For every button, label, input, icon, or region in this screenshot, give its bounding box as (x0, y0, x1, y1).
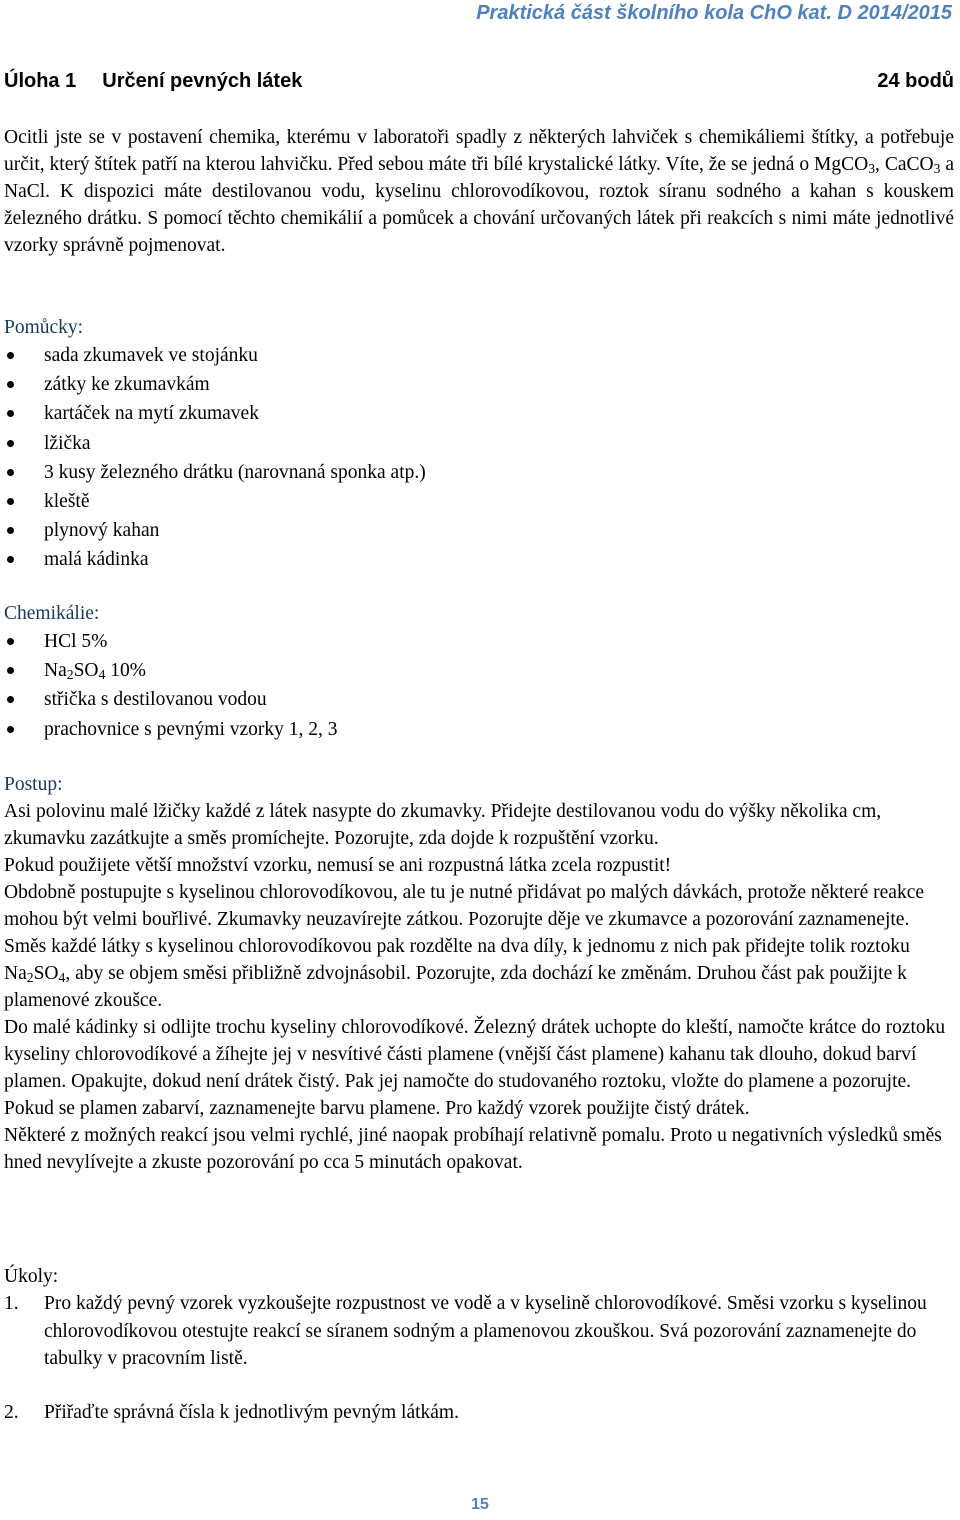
list-item: plynový kahan (4, 516, 954, 545)
formula-subscript: 4 (98, 667, 106, 683)
task-item (4, 1399, 954, 1427)
task-item (4, 1290, 954, 1373)
intro-text-3: a NaCl. K dispozici máte destilovanou vodu, kyselinu chlorovodíkovou, roztok síranu sodného a kahan s kouskem železného drátku. S pomocí těchto chemikálií a pomůcek a chování určovaných látek při reakcích s nimi máte jednotlivé vzorky správně pojmenovat. (4, 154, 955, 256)
page-number: 15 (471, 1496, 489, 1513)
ukoly-heading: Úkoly: (4, 1266, 59, 1287)
list-item: střička s destilovanou vodou (4, 685, 954, 714)
list-item: zátky ke zkumavkám (4, 370, 954, 399)
list-item: malá kádinka (4, 545, 954, 574)
list-item: prachovnice s pevnými vzorky 1, 2, 3 (4, 715, 954, 744)
list-item: 3 kusy železného drátku (narovnaná sponka atp.) (4, 458, 954, 487)
postup-paragraph (4, 933, 954, 1014)
pomucky-heading: Pomůcky: (4, 317, 84, 338)
intro-paragraph (4, 124, 954, 259)
list-item: HCl 5% (4, 627, 954, 656)
postup-heading: Postup: (4, 774, 63, 795)
intro-text-1: Ocitli jste se v postavení chemika, kterému v laboratoři spadly z některých lahviček s chemikáliemi štítky, a potřebuje určit, který štítek patří na kterou lahvičku. Před sebou máte tři bílé krystalické látky. Víte, že se jedná o MgCO (4, 127, 954, 175)
task-item-text: Přiřaďte správná čísla k jednotlivým pevným látkám. (44, 1401, 459, 1423)
intro-subscript-1: 3 (868, 161, 876, 176)
page-header-title: Praktická část školního kola ChO kat. D 2014/2015 (476, 2, 952, 24)
intro-text-2: , CaCO (875, 154, 934, 175)
postup-text: , aby se objem směsi přibližně zdvojnásobil. Pozorujte, zda dochází ke změnám. Druhou část pak použijte k plamenové zkoušce. (4, 963, 907, 1011)
postup-text: Směs každé látky s kyselinou chlorovodíkovou pak rozdělte na dva díly, k jednomu z nich pak přidejte tolik roztoku Na (4, 936, 910, 984)
formula-part: Na (44, 660, 67, 682)
postup-paragraph: Do malé kádinky si odlijte trochu kyseliny chlorovodíkové. Železný drátek uchopte do kleští, namočte krátce do roztoku kyseliny chlorovodíkové a žíhejte jej v nesvítivé části plamene (vnější část plamene) kahanu tak dlouho, dokud barví plamen. Opakujte, dokud není drátek čistý. Pak jej namočte do studovaného roztoku, vložte do plamene a pozorujte. Pokud se plamen zabarví, zaznamenejte barvu plamene. Pro každý vzorek použijte čistý drátek. (4, 1017, 946, 1119)
formula-subscript: 2 (26, 970, 34, 985)
formula-part: 10% (105, 660, 146, 682)
chemikalie-heading: Chemikálie: (4, 603, 100, 624)
task-item-number: 1. (4, 1293, 19, 1314)
task-name: Určení pevných látek (102, 70, 303, 92)
task-heading (4, 70, 954, 93)
section-ukoly (4, 1263, 954, 1426)
task-item-number: 2. (4, 1401, 19, 1423)
section-chemikalie (4, 600, 954, 744)
formula-subscript: 4 (58, 970, 66, 985)
postup-paragraph: Pokud použijete větší množství vzorku, nemusí se ani rozpustná látka zcela rozpustit! (4, 855, 672, 876)
list-item: kartáček na mytí zkumavek (4, 399, 954, 428)
task-item-text: Pro každý pevný vzorek vyzkoušejte rozpustnost ve vodě a v kyselině chlorovodíkové. Směsi vzorku s kyselinou chlorovodíkovou otestujte reakcí se síranem sodným a plamenovou zkouškou. Svá pozorování zaznamenejte do tabulky v pracovním listě. (44, 1293, 927, 1369)
formula-subscript: 2 (66, 667, 74, 683)
task-title (4, 70, 302, 93)
formula-part: SO (73, 660, 99, 682)
ukoly-list (4, 1290, 954, 1426)
chemikalie-list (4, 627, 954, 744)
task-number: Úloha 1 (4, 70, 77, 92)
list-item: kleště (4, 487, 954, 516)
postup-paragraph: Obdobně postupujte s kyselinou chlorovodíkovou, ale tu je nutné přidávat po malých dávkách, protože některé reakce mohou být velmi bouřlivé. Zkumavky neuzavírejte zátkou. Pozorujte děje ve zkumavce a pozorování zaznamenejte. (4, 882, 925, 930)
list-item: sada zkumavek ve stojánku (4, 341, 954, 370)
pomucky-list (4, 341, 954, 575)
postup-text: SO (33, 963, 59, 984)
postup-paragraph: Některé z možných reakcí jsou velmi rychlé, jiné naopak probíhají relativně pomalu. Proto u negativních výsledků směs hned nevylívejte a zkuste pozorování po cca 5 minutách opakovat. (4, 1125, 942, 1173)
intro-subscript-2: 3 (933, 161, 941, 176)
section-pomucky (4, 314, 954, 575)
postup-paragraph: Asi polovinu malé lžičky každé z látek nasypte do zkumavky. Přidejte destilovanou vodu do výšky několika cm, zkumavku zazátkujte a směs promíchejte. Pozorujte, zda dojde k rozpuštění vzorku. (4, 801, 882, 849)
list-item: lžička (4, 429, 954, 458)
task-points: 24 bodů (877, 70, 954, 92)
section-postup (4, 771, 954, 1176)
list-item (4, 656, 954, 685)
